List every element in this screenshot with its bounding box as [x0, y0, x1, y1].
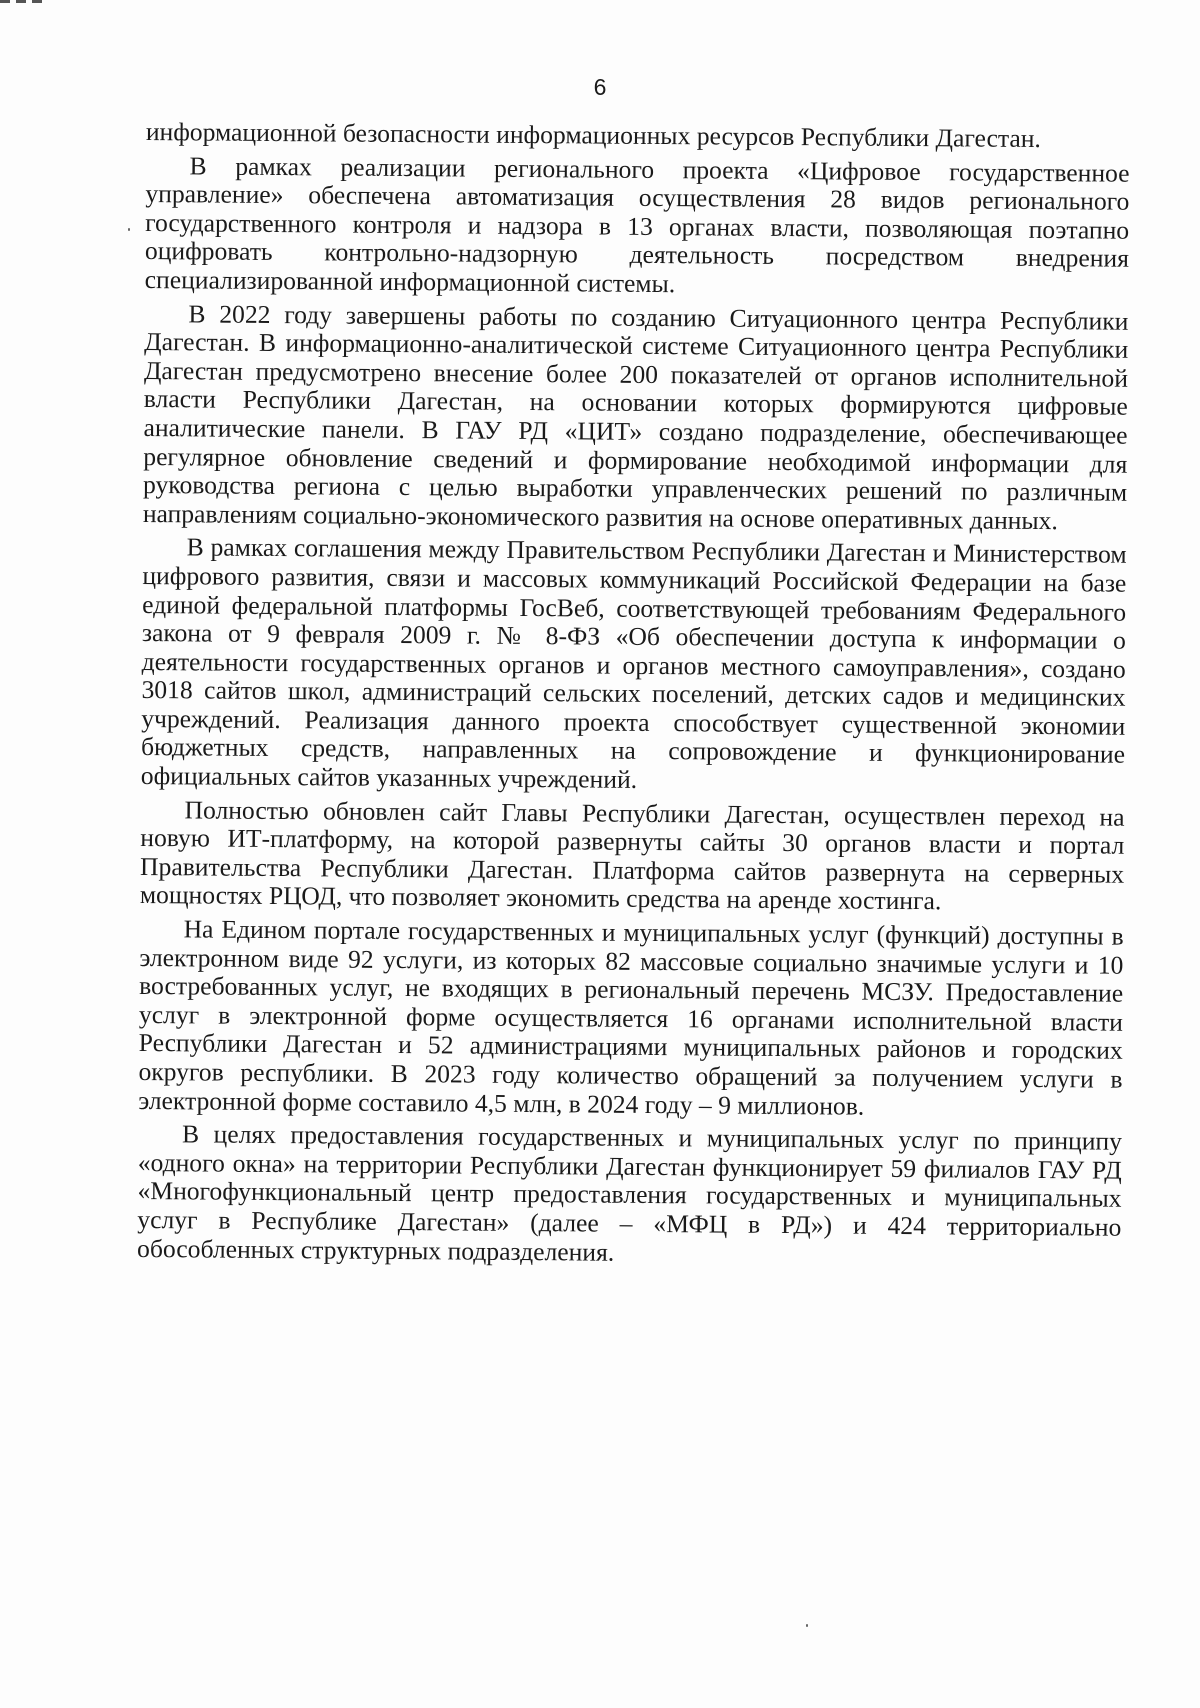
paragraph-situation-center: В 2022 году завершены работы по созданию Ситуационного центра Республики Дагестан. В информационно-аналитической системе Ситуационного центра Республики Дагестан предусмотрено внесение более 200 показателей от органов исполнительной власти Республики Дагестан, на основании которых формируются цифровые аналитические панели. В ГАУ РД «ЦИТ» создано подразделение, обеспечивающее регулярное обновление сведений и формирование необходимой информации для руководства региона с целью выработки управленческих решений по различным направлениям социально-экономического развития на основе оперативных данных. — [142, 298, 1129, 535]
paragraph-digital-governance: В рамках реализации регионального проекта «Цифровое государственное управление» обеспечена автоматизация осуществления 28 видов регионального государственного контроля и надзора в 13 органах власти, позволяющая поэтапно оцифровать контрольно-надзорную деятельность посредством внедрения специализированной информационной системы. — [144, 150, 1130, 299]
paragraph-mfc: В целях предоставления государственных и муниципальных услуг по принципу «одного окна» на территории Республики Дагестан функционирует 59 филиалов ГАУ РД «Многофункциональный центр предоставления государственных и муниципальных услуг в Республике Дагестан» (далее – «МФЦ в РД») и 424 территориально обособленных структурных подразделения. — [137, 1119, 1123, 1267]
document-body — [137, 118, 1130, 1276]
scan-edge-mark — [0, 0, 46, 3]
paragraph-public-services-portal: На Едином портале государственных и муниципальных услуг (функций) доступны в электронном виде 92 услуги, из которых 82 массовые социально значимые услуги и 10 востребованных услуг, не входящих в региональный перечень МСЗУ. Предоставление услуг в электронной форме осуществляется 16 органами исполнительной власти Республики Дагестан и 52 администрациями муниципальных районов и городских округов республики. В 2023 году количество обращений за получением услуги в электронной форме составило 4,5 млн, в 2024 году – 9 миллионов. — [138, 914, 1124, 1121]
paragraph-gosweb-platform: В рамках соглашения между Правительством Республики Дагестан и Министерством цифрового развития, связи и массовых коммуникаций Российской Федерации на базе единой федеральной платформы ГосВеб, соответствующей требованиям Федерального закона от 9 февраля 2009 г. № 8-ФЗ «Об обеспечении доступа к информации о деятельности государственных органов и органов местного самоуправления», создано 3018 сайтов школ, администраций сельских поселений, детских садов и медицинских учреждений. Реализация данного проекта способствует существенной экономии бюджетных средств, направленных на сопровождение и функционирование официальных сайтов указанных учреждений. — [140, 532, 1127, 794]
paragraph-continuation: информационной безопасности информационных ресурсов Республики Дагестан. — [145, 117, 1041, 154]
scan-speck — [806, 1624, 808, 1627]
paragraph-head-website: Полностью обновлен сайт Главы Республики Дагестан, осуществлен переход на новую ИТ-платформу, на которой развернуты сайты 30 органов власти и портал Правительства Республики Дагестан. Платформа сайтов развернута на серверных мощностях РЦОД, что позволяет экономить средства на аренде хостинга. — [139, 794, 1125, 916]
page-number: 6 — [593, 74, 607, 100]
scan-speck — [128, 228, 130, 231]
